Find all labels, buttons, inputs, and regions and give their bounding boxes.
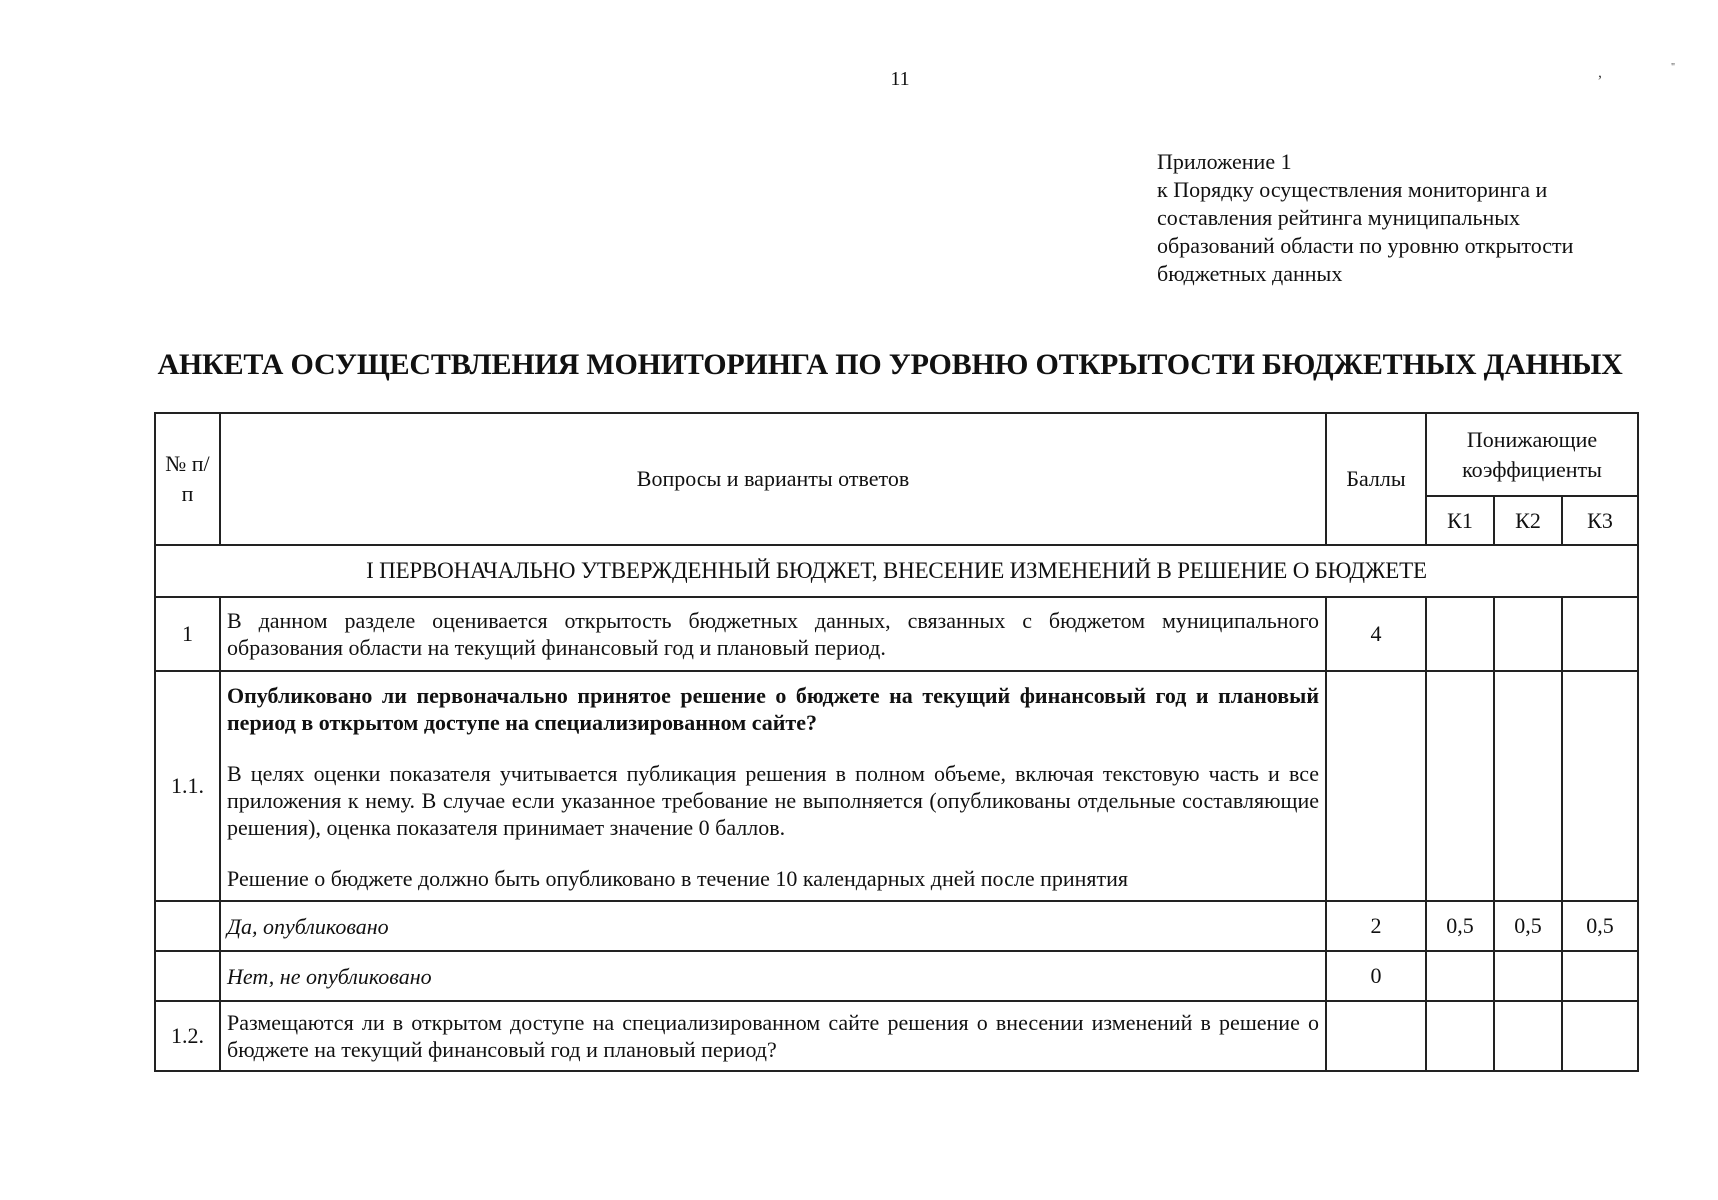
- row-k3: [1562, 597, 1638, 671]
- question-note: Решение о бюджете должно быть опубликовано в течение 10 календарных дней после принятия: [227, 866, 1129, 891]
- row-points: [1326, 671, 1426, 901]
- row-k3: [1562, 671, 1638, 901]
- answer-k2: [1494, 951, 1562, 1001]
- row-text: В данном разделе оценивается открытость бюджетных данных, связанных с бюджетом муниципального образования области на текущий финансовый год и плановый период.: [220, 597, 1326, 671]
- header-row: [155, 413, 1638, 496]
- header-questions: Вопросы и варианты ответов: [220, 413, 1326, 545]
- section-title: I ПЕРВОНАЧАЛЬНО УТВЕРЖДЕННЫЙ БЮДЖЕТ, ВНЕСЕНИЕ ИЗМЕНЕНИЙ В РЕШЕНИЕ О БЮДЖЕТЕ: [155, 545, 1638, 597]
- appendix-line: составления рейтинга муниципальных: [1157, 205, 1521, 230]
- row-number: 1.1.: [155, 671, 220, 901]
- scan-mark-comma: ,: [1598, 64, 1602, 81]
- row-number: [155, 901, 220, 951]
- row-k1: [1426, 597, 1494, 671]
- table-row: [155, 901, 1638, 951]
- row-number: 1.2.: [155, 1001, 220, 1071]
- table-row: [155, 1001, 1638, 1071]
- header-num: № п/п: [155, 413, 220, 545]
- header-points: Баллы: [1326, 413, 1426, 545]
- document-title: АНКЕТА ОСУЩЕСТВЛЕНИЯ МОНИТОРИНГА ПО УРОВНЮ ОТКРЫТОСТИ БЮДЖЕТНЫХ ДАННЫХ: [157, 348, 1623, 381]
- appendix-line: к Порядку осуществления мониторинга и: [1157, 177, 1548, 202]
- row-k2: [1494, 671, 1562, 901]
- header-k1: К1: [1426, 496, 1494, 545]
- answer-k1: 0,5: [1426, 901, 1494, 951]
- row-k3: [1562, 1001, 1638, 1071]
- question-note: В целях оценки показателя учитывается публикация решения в полном объеме, включая текстовую часть и все приложения к нему. В случае если указанное требование не выполняется (опубликованы отдельные составляющие решения), оценка показателя принимает значение 0 баллов.: [227, 761, 1319, 840]
- row-points: [1326, 1001, 1426, 1071]
- answer-points: 0: [1326, 951, 1426, 1001]
- row-points: 4: [1326, 597, 1426, 671]
- row-k1: [1426, 671, 1494, 901]
- table-row: [155, 671, 1638, 901]
- page-number: 11: [890, 68, 910, 90]
- header-k2: К2: [1494, 496, 1562, 545]
- question-text: Размещаются ли в открытом доступе на специализированном сайте решения о внесении изменений в решение о бюджете на текущий финансовый год и плановый период?: [220, 1001, 1326, 1071]
- section-row: [155, 545, 1638, 597]
- answer-k3: [1562, 951, 1638, 1001]
- row-number: 1: [155, 597, 220, 671]
- header-coefficients: Понижающие коэффициенты: [1426, 413, 1638, 496]
- appendix-line: бюджетных данных: [1157, 261, 1343, 286]
- answer-k3: 0,5: [1562, 901, 1638, 951]
- row-k2: [1494, 597, 1562, 671]
- appendix-note: [1157, 148, 1677, 288]
- row-k1: [1426, 1001, 1494, 1071]
- answer-k2: 0,5: [1494, 901, 1562, 951]
- row-k2: [1494, 1001, 1562, 1071]
- answer-text: Да, опубликовано: [220, 901, 1326, 951]
- row-question-block: [220, 671, 1326, 901]
- survey-table: [154, 412, 1639, 1072]
- answer-points: 2: [1326, 901, 1426, 951]
- answer-k1: [1426, 951, 1494, 1001]
- table-row: [155, 951, 1638, 1001]
- table-row: [155, 597, 1638, 671]
- answer-text: Нет, не опубликовано: [220, 951, 1326, 1001]
- question-text: Опубликовано ли первоначально принятое решение о бюджете на текущий финансовый год и плановый период в открытом доступе на специализированном сайте?: [227, 683, 1319, 735]
- appendix-line: Приложение 1: [1157, 149, 1292, 174]
- header-k3: К3: [1562, 496, 1638, 545]
- row-number: [155, 951, 220, 1001]
- scan-mark-quote: ": [1671, 62, 1676, 73]
- appendix-line: образований области по уровню открытости: [1157, 233, 1574, 258]
